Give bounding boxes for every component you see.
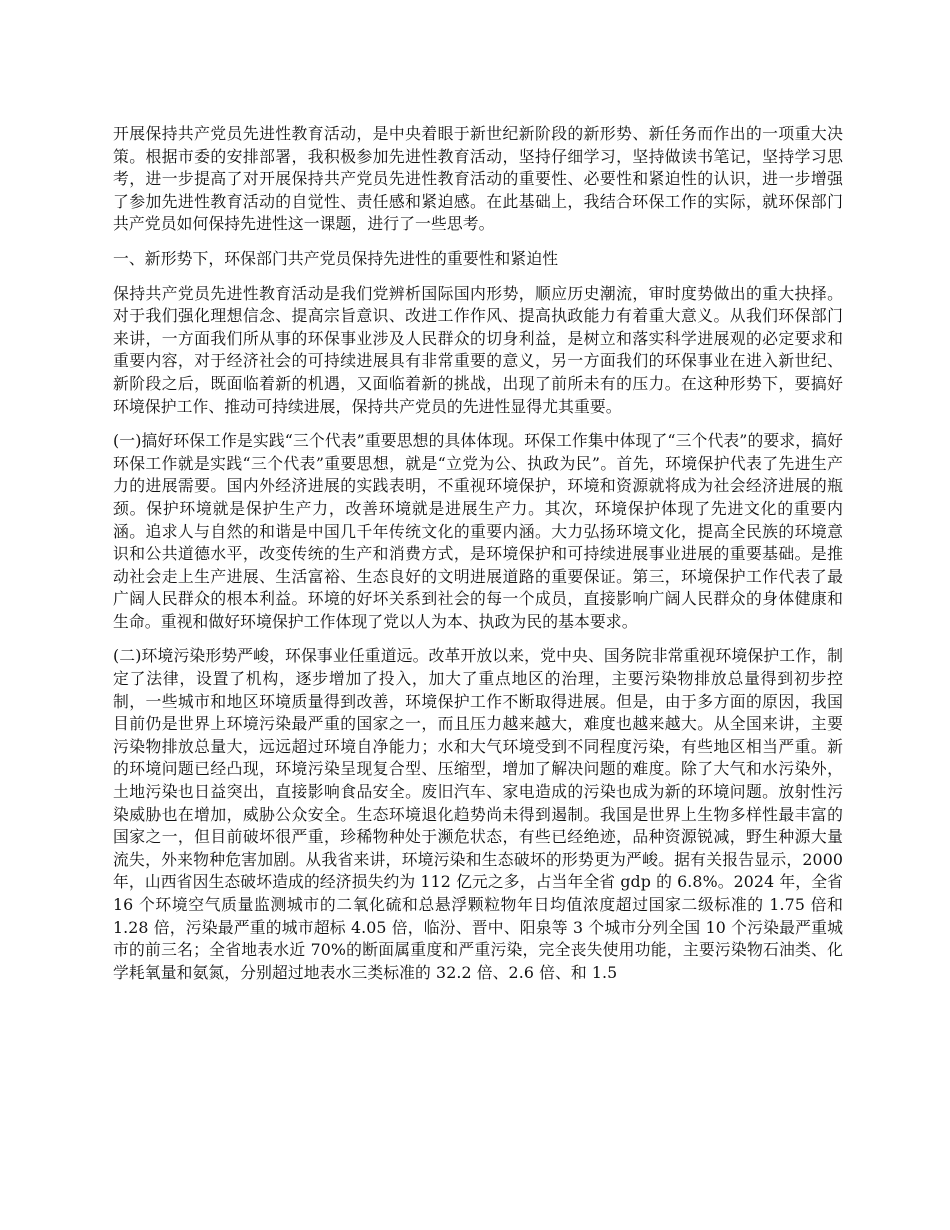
document-body <box>113 123 843 996</box>
body-paragraph: 保持共产党员先进性教育活动是我们党辨析国际国内形势，顺应历史潮流，审时度势做出的重大抉择。对于我们强化理想信念、提高宗旨意识、改进工作作风、提高执政能力有着重大意义。从我们环保部门来讲，一方面我们所从事的环保事业涉及人民群众的切身利益，是树立和落实科学进展观的必定要求和重要内容，对于经济社会的可持续进展具有非常重要的意义，另一方面我们的环保事业在进入新世纪、新阶段之后，既面临着新的机遇，又面临着新的挑战，出现了前所未有的压力。在这种形势下，要搞好环境保护工作、推动可持续进展，保持共产党员的先进性显得尤其重要。 <box>113 283 843 416</box>
subsection-paragraph-2: (二)环境污染形势严峻，环保事业任重道远。改革开放以来，党中央、国务院非常重视环境保护工作，制定了法律，设置了机构，逐步增加了投入，加大了重点地区的治理，主要污染物排放总量得到初步控制，一些城市和地区环境质量得到改善，环境保护工作不断取得进展。但是，由于多方面的原因，我国目前仍是世界上环境污染最严重的国家之一，而且压力越来越大，难度也越来越大。从全国来讲，主要污染物排放总量大，远远超过环境自净能力；水和大气环境受到不同程度污染，有些地区相当严重。新的环境问题已经凸现，环境污染呈现复合型、压缩型，增加了解决问题的难度。除了大气和水污染外，土地污染也日益突出，直接影响食品安全。废旧汽车、家电造成的污染也成为新的环境问题。放射性污染威胁也在增加，威胁公众安全。生态环境退化趋势尚未得到遏制。我国是世界上生物多样性最丰富的国家之一，但目前破坏很严重，珍稀物种处于濒危状态，有些已经绝迹，品种资源锐减，野生种源大量流失，外来物种危害加剧。从我省来讲，环境污染和生态破坏的形势更为严峻。据有关报告显示，2000 年，山西省因生态破坏造成的经济损失约为 112 亿元之多，占当年全省 gdp 的 6.8%。2024 年，全省 16 个环境空气质量监测城市的二氧化硫和总悬浮颗粒物年日均值浓度超过国家二级标准的 1.75 倍和 1.28 倍，污染最严重的城市超标 4.05 倍，临汾、晋中、阳泉等 3 个城市分列全国 10 个污染最严重城市的前三名；全省地表水近 70%的断面属重度和严重污染，完全丧失使用功能，主要污染物石油类、化学耗氧量和氨氮，分别超过地表水三类标准的 32.2 倍、2.6 倍、和 1.5 <box>113 646 843 982</box>
subsection-paragraph-1: (一)搞好环保工作是实践“三个代表”重要思想的具体体现。环保工作集中体现了“三个代表”的要求，搞好环保工作就是实践“三个代表”重要思想，就是“立党为公、执政为民”。首先，环境保护代表了先进生产力的进展需要。国内外经济进展的实践表明，不重视环境保护，环境和资源就将成为社会经济进展的瓶颈。保护环境就是保护生产力，改善环境就是进展生产力。其次，环境保护体现了先进文化的重要内涵。追求人与自然的和谐是中国几千年传统文化的重要内涵。大力弘扬环境文化，提高全民族的环境意识和公共道德水平，改变传统的生产和消费方式，是环境保护和可持续进展事业进展的重要基础。是推动社会走上生产进展、生活富裕、生态良好的文明进展道路的重要保证。第三，环境保护工作代表了最广阔人民群众的根本利益。环境的好坏关系到社会的每一个成员，直接影响广阔人民群众的身体健康和生命。重视和做好环境保护工作体现了党以人为本、执政为民的基本要求。 <box>113 431 843 631</box>
intro-paragraph: 开展保持共产党员先进性教育活动，是中央着眼于新世纪新阶段的新形势、新任务而作出的一项重大决策。根据市委的安排部署，我积极参加先进性教育活动，坚持仔细学习，坚持做读书笔记，坚持学习思考，进一步提高了对开展保持共产党员先进性教育活动的重要性、必要性和紧迫性的认识，进一步增强了参加先进性教育活动的自觉性、责任感和紧迫感。在此基础上，我结合环保工作的实际，就环保部门共产党员如何保持先进性这一课题，进行了一些思考。 <box>113 124 843 234</box>
section-heading: 一、新形势下，环保部门共产党员保持先进性的重要性和紧迫性 <box>113 248 559 268</box>
